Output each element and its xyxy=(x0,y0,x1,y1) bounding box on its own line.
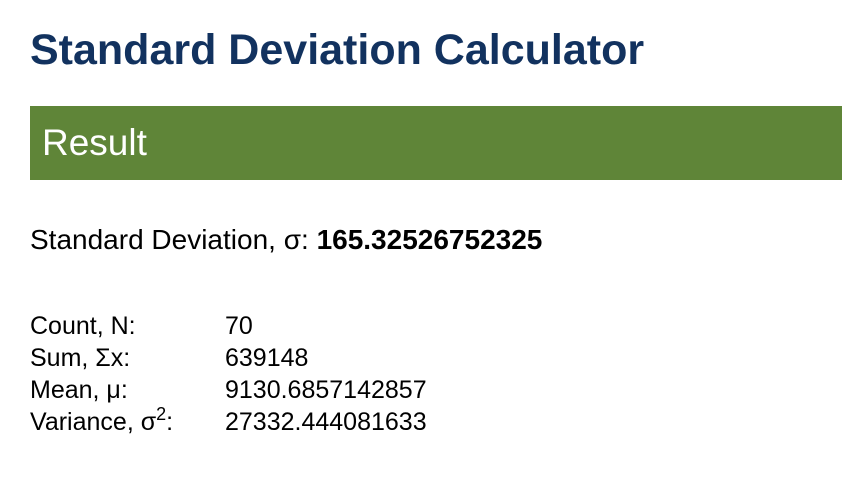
standard-deviation-value: 165.32526752325 xyxy=(316,224,543,255)
sum-label: Sum, Σx: xyxy=(30,344,131,372)
standard-deviation-label: Standard Deviation, σ: xyxy=(30,224,317,255)
standard-deviation-line xyxy=(30,222,542,258)
result-heading: Result xyxy=(42,122,147,163)
count-value: 70 xyxy=(225,312,253,340)
page-title: Standard Deviation Calculator xyxy=(30,26,645,74)
count-row xyxy=(30,310,427,342)
variance-label-colon: : xyxy=(166,408,174,436)
variance-value: 27332.444081633 xyxy=(225,408,427,436)
statistics-table xyxy=(30,310,427,438)
count-label: Count, N: xyxy=(30,312,136,340)
variance-label-superscript: 2 xyxy=(156,404,167,424)
variance-row xyxy=(30,406,427,438)
variance-label-text: Variance, σ xyxy=(30,408,157,436)
sum-value: 639148 xyxy=(225,344,309,372)
sum-row xyxy=(30,342,427,374)
mean-row xyxy=(30,374,427,406)
mean-label: Mean, μ: xyxy=(30,376,128,404)
mean-value: 9130.6857142857 xyxy=(225,376,427,404)
variance-label xyxy=(30,406,225,438)
result-header-bar xyxy=(30,106,842,180)
